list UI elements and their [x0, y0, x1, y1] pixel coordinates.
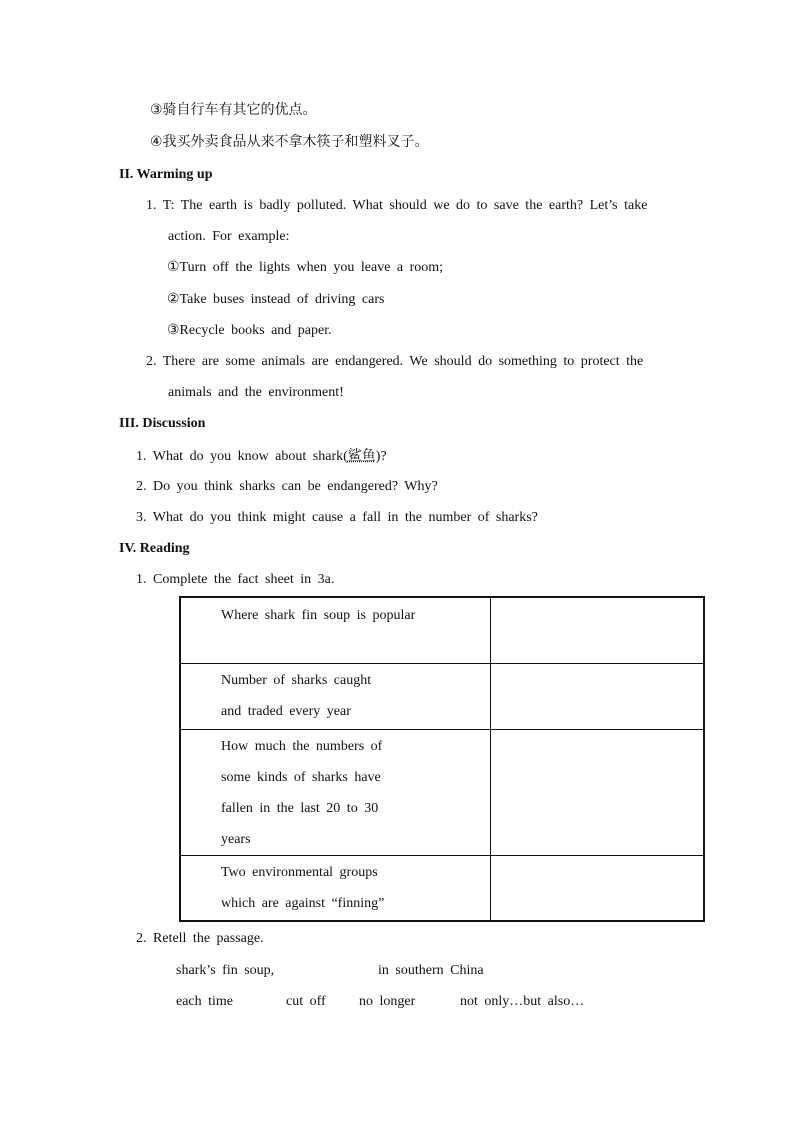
fact-sheet-label-line: years	[221, 831, 251, 847]
warming-example-3: ③Recycle books and paper.	[167, 323, 332, 338]
fact-sheet-row	[180, 597, 704, 663]
intro-item-3: ③骑自行车有其它的优点。	[150, 102, 317, 118]
discussion-question-1-text: 1. What do you know about shark(	[136, 449, 348, 464]
fact-sheet-label-line: Number of sharks caught	[221, 672, 372, 688]
fact-sheet-label-line: Where shark fin soup is popular	[221, 608, 416, 623]
section-heading-reading: IV. Reading	[119, 541, 190, 556]
fact-sheet-answer-cell[interactable]	[491, 729, 705, 855]
fact-sheet-label-line: and traded every year	[221, 703, 351, 719]
fact-sheet-label-cell	[180, 597, 491, 663]
retell-phrases-line-2	[176, 993, 584, 1011]
reading-task-2: 2. Retell the passage.	[136, 931, 264, 946]
fact-sheet-label-line: which are against “finning”	[221, 895, 385, 911]
fact-sheet-label-cell	[180, 729, 491, 855]
warming-paragraph-1-line-1: 1. T: The earth is badly polluted. What should we do to save the earth? Let’s take	[146, 198, 648, 213]
fact-sheet-row	[180, 855, 704, 921]
warming-paragraph-1-line-2: action. For example:	[168, 229, 290, 244]
retell-phrase: in southern China	[378, 963, 484, 978]
warming-example-1: ①Turn off the lights when you leave a room;	[167, 260, 444, 275]
fact-sheet-label-cell	[180, 663, 491, 729]
discussion-question-3: 3. What do you think might cause a fall in the number of sharks?	[136, 510, 538, 525]
fact-sheet-label-line: fallen in the last 20 to 30	[221, 800, 379, 816]
retell-phrases-line-1	[176, 962, 484, 980]
fact-sheet-label-line: How much the numbers of	[221, 738, 383, 754]
retell-phrase: not only…but also…	[460, 994, 585, 1009]
discussion-question-1-chinese: 鲨鱼	[347, 448, 376, 464]
retell-phrase: no longer	[359, 994, 416, 1009]
retell-phrase: cut off	[286, 994, 326, 1009]
fact-sheet-label-line: some kinds of sharks have	[221, 769, 381, 785]
retell-phrase: shark’s fin soup,	[176, 963, 275, 978]
discussion-question-1-end: )?	[375, 449, 387, 464]
intro-item-4: ④我买外卖食品从来不拿木筷子和塑料叉子。	[150, 134, 429, 150]
section-heading-discussion: III. Discussion	[119, 416, 206, 431]
fact-sheet-row	[180, 729, 704, 855]
reading-task-1: 1. Complete the fact sheet in 3a.	[136, 572, 335, 587]
fact-sheet-label-cell	[180, 855, 491, 921]
fact-sheet-answer-cell[interactable]	[491, 663, 705, 729]
warming-example-2: ②Take buses instead of driving cars	[167, 292, 385, 307]
retell-phrase: each time	[176, 994, 234, 1009]
fact-sheet-answer-cell[interactable]	[491, 597, 705, 663]
fact-sheet-table	[179, 596, 705, 922]
discussion-question-2: 2. Do you think sharks can be endangered? Why?	[136, 479, 438, 494]
fact-sheet-label-line: Two environmental groups	[221, 864, 378, 880]
fact-sheet-row	[180, 663, 704, 729]
section-heading-warming-up: II. Warming up	[119, 167, 213, 182]
discussion-question-1	[136, 447, 387, 466]
warming-paragraph-2-line-2: animals and the environment!	[168, 385, 344, 400]
warming-paragraph-2-line-1: 2. There are some animals are endangered. We should do something to protect the	[146, 354, 644, 369]
fact-sheet-answer-cell[interactable]	[491, 855, 705, 921]
